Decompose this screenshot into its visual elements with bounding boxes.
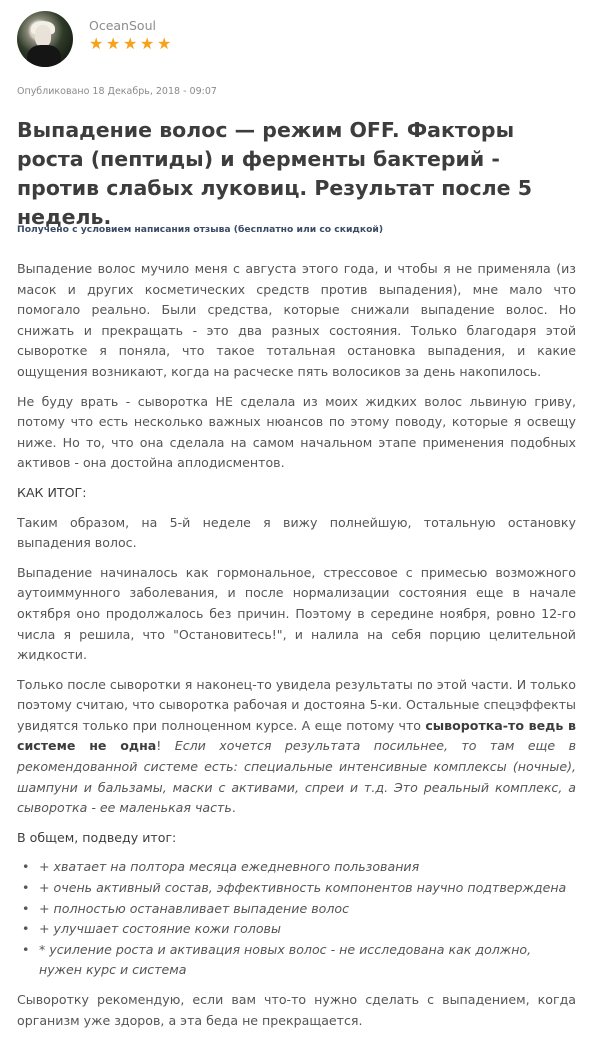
list-item: [22, 857, 576, 878]
paragraph: [17, 675, 576, 819]
bullet-icon: •: [22, 880, 30, 896]
star-icon: ★: [106, 34, 121, 53]
subheading: КАК ИТОГ:: [17, 484, 87, 500]
author-name[interactable]: OceanSoul: [89, 18, 156, 33]
summary-intro: В общем, подведу итог:: [17, 829, 177, 845]
list-item-text: + полностью останавливает выпадение волос: [39, 900, 350, 916]
star-icon: ★: [140, 34, 155, 53]
list-item: [22, 899, 576, 920]
list-item: [22, 878, 576, 899]
paragraph: Выпадение начиналось как гормональное, стрессовое с примесью возможного аутоиммунного заболевания, и после нормализации состояния еще в начале октября оно продолжалось без причин. Поэтому в середине ноября, ровно 12-го числа я решила, что "Остановитесь!", и налила на себя порцию целительной жидкости.: [17, 564, 576, 663]
list-item: [22, 919, 576, 940]
bullet-icon: •: [22, 921, 30, 937]
star-icon: ★: [89, 34, 104, 53]
bullet-icon: •: [22, 941, 30, 957]
published-date: Опубликовано 18 Декабрь, 2018 - 09:07: [17, 86, 217, 97]
text: Только после сыворотки я наконец-то увидела результаты по этой части. И только поэтому считаю, что сыворотка рабочая и достояна 5-ки. Остальные спецэффекты увидятся только при полноценном курсе. А еще потому что: [17, 676, 576, 733]
bullet-icon: •: [22, 900, 30, 916]
paragraph: Не буду врать - сыворотка НЕ сделала из моих жидких волос львиную гриву, потому что есть несколько важных нюансов по этому поводу, которые я освещу ниже. Но то, что она сделала на самом начальном этапе применения подобных активов - она достойна аплодисментов.: [17, 393, 576, 471]
summary-list: [17, 857, 576, 981]
star-icon: ★: [157, 34, 172, 53]
paragraph: Выпадение волос мучило меня с августа этого года, и чтобы я не применяла (из масок и других косметических средств против выпадения), мне мало что помогало реально. Были средства, которые снижали выпадение волос. Но снижать и прекращать - это два разных состояния. Только благодаря этой сыворотке я поняла, что такое тотальная остановка выпадения, и какие ощущения возникают, когда на расческе пять волосиков за день накопилось.: [17, 261, 576, 379]
list-item-text: + очень активный состав, эффективность компонентов научно подтверждена: [39, 880, 567, 896]
user-avatar[interactable]: [17, 11, 73, 67]
rating-stars: [89, 34, 172, 53]
text: !: [156, 738, 175, 754]
review-author-header: [17, 11, 587, 67]
paragraph: Сыворотку рекомендую, если вам что-то нужно сделать с выпадением, когда организм уже здоров, а эта беда не прекращается.: [17, 992, 576, 1028]
bullet-icon: •: [22, 859, 30, 875]
review-title: Выпадение волос — режим OFF. Факторы роста (пептиды) и ферменты бактерий - против слабых луковиц. Результат после 5 недель.: [17, 118, 532, 229]
avatar-body: [27, 45, 61, 67]
list-item-text: + улучшает состояние кожи головы: [39, 921, 281, 937]
list-item-text: + хватает на полтора месяца ежедневного пользования: [39, 859, 420, 875]
review-disclaimer: Получено с условием написания отзыва (бесплатно или со скидкой): [17, 224, 384, 235]
italic-text: Если хочется результата посильнее, то там еще в рекомендованной системе есть: специальные интенсивные комплексы (ночные), шампуни и бальзамы, маски с активами, спреи и т.д. Это реальный комплекс, а сыворотка - ее маленькая часть: [17, 738, 577, 816]
list-item-text: * усиление роста и активация новых волос - не исследована как должно, нужен курс и система: [39, 941, 532, 978]
bold-text: сыворотка-то ведь в системе не одна: [17, 717, 576, 754]
review-body: [17, 259, 576, 1040]
list-item: [22, 940, 576, 981]
avatar-face: [35, 25, 51, 47]
star-icon: ★: [123, 34, 138, 53]
paragraph: Таким образом, на 5-й неделе я вижу полнейшую, тотальную остановку выпадения волос.: [17, 514, 576, 551]
text: .: [231, 800, 236, 816]
